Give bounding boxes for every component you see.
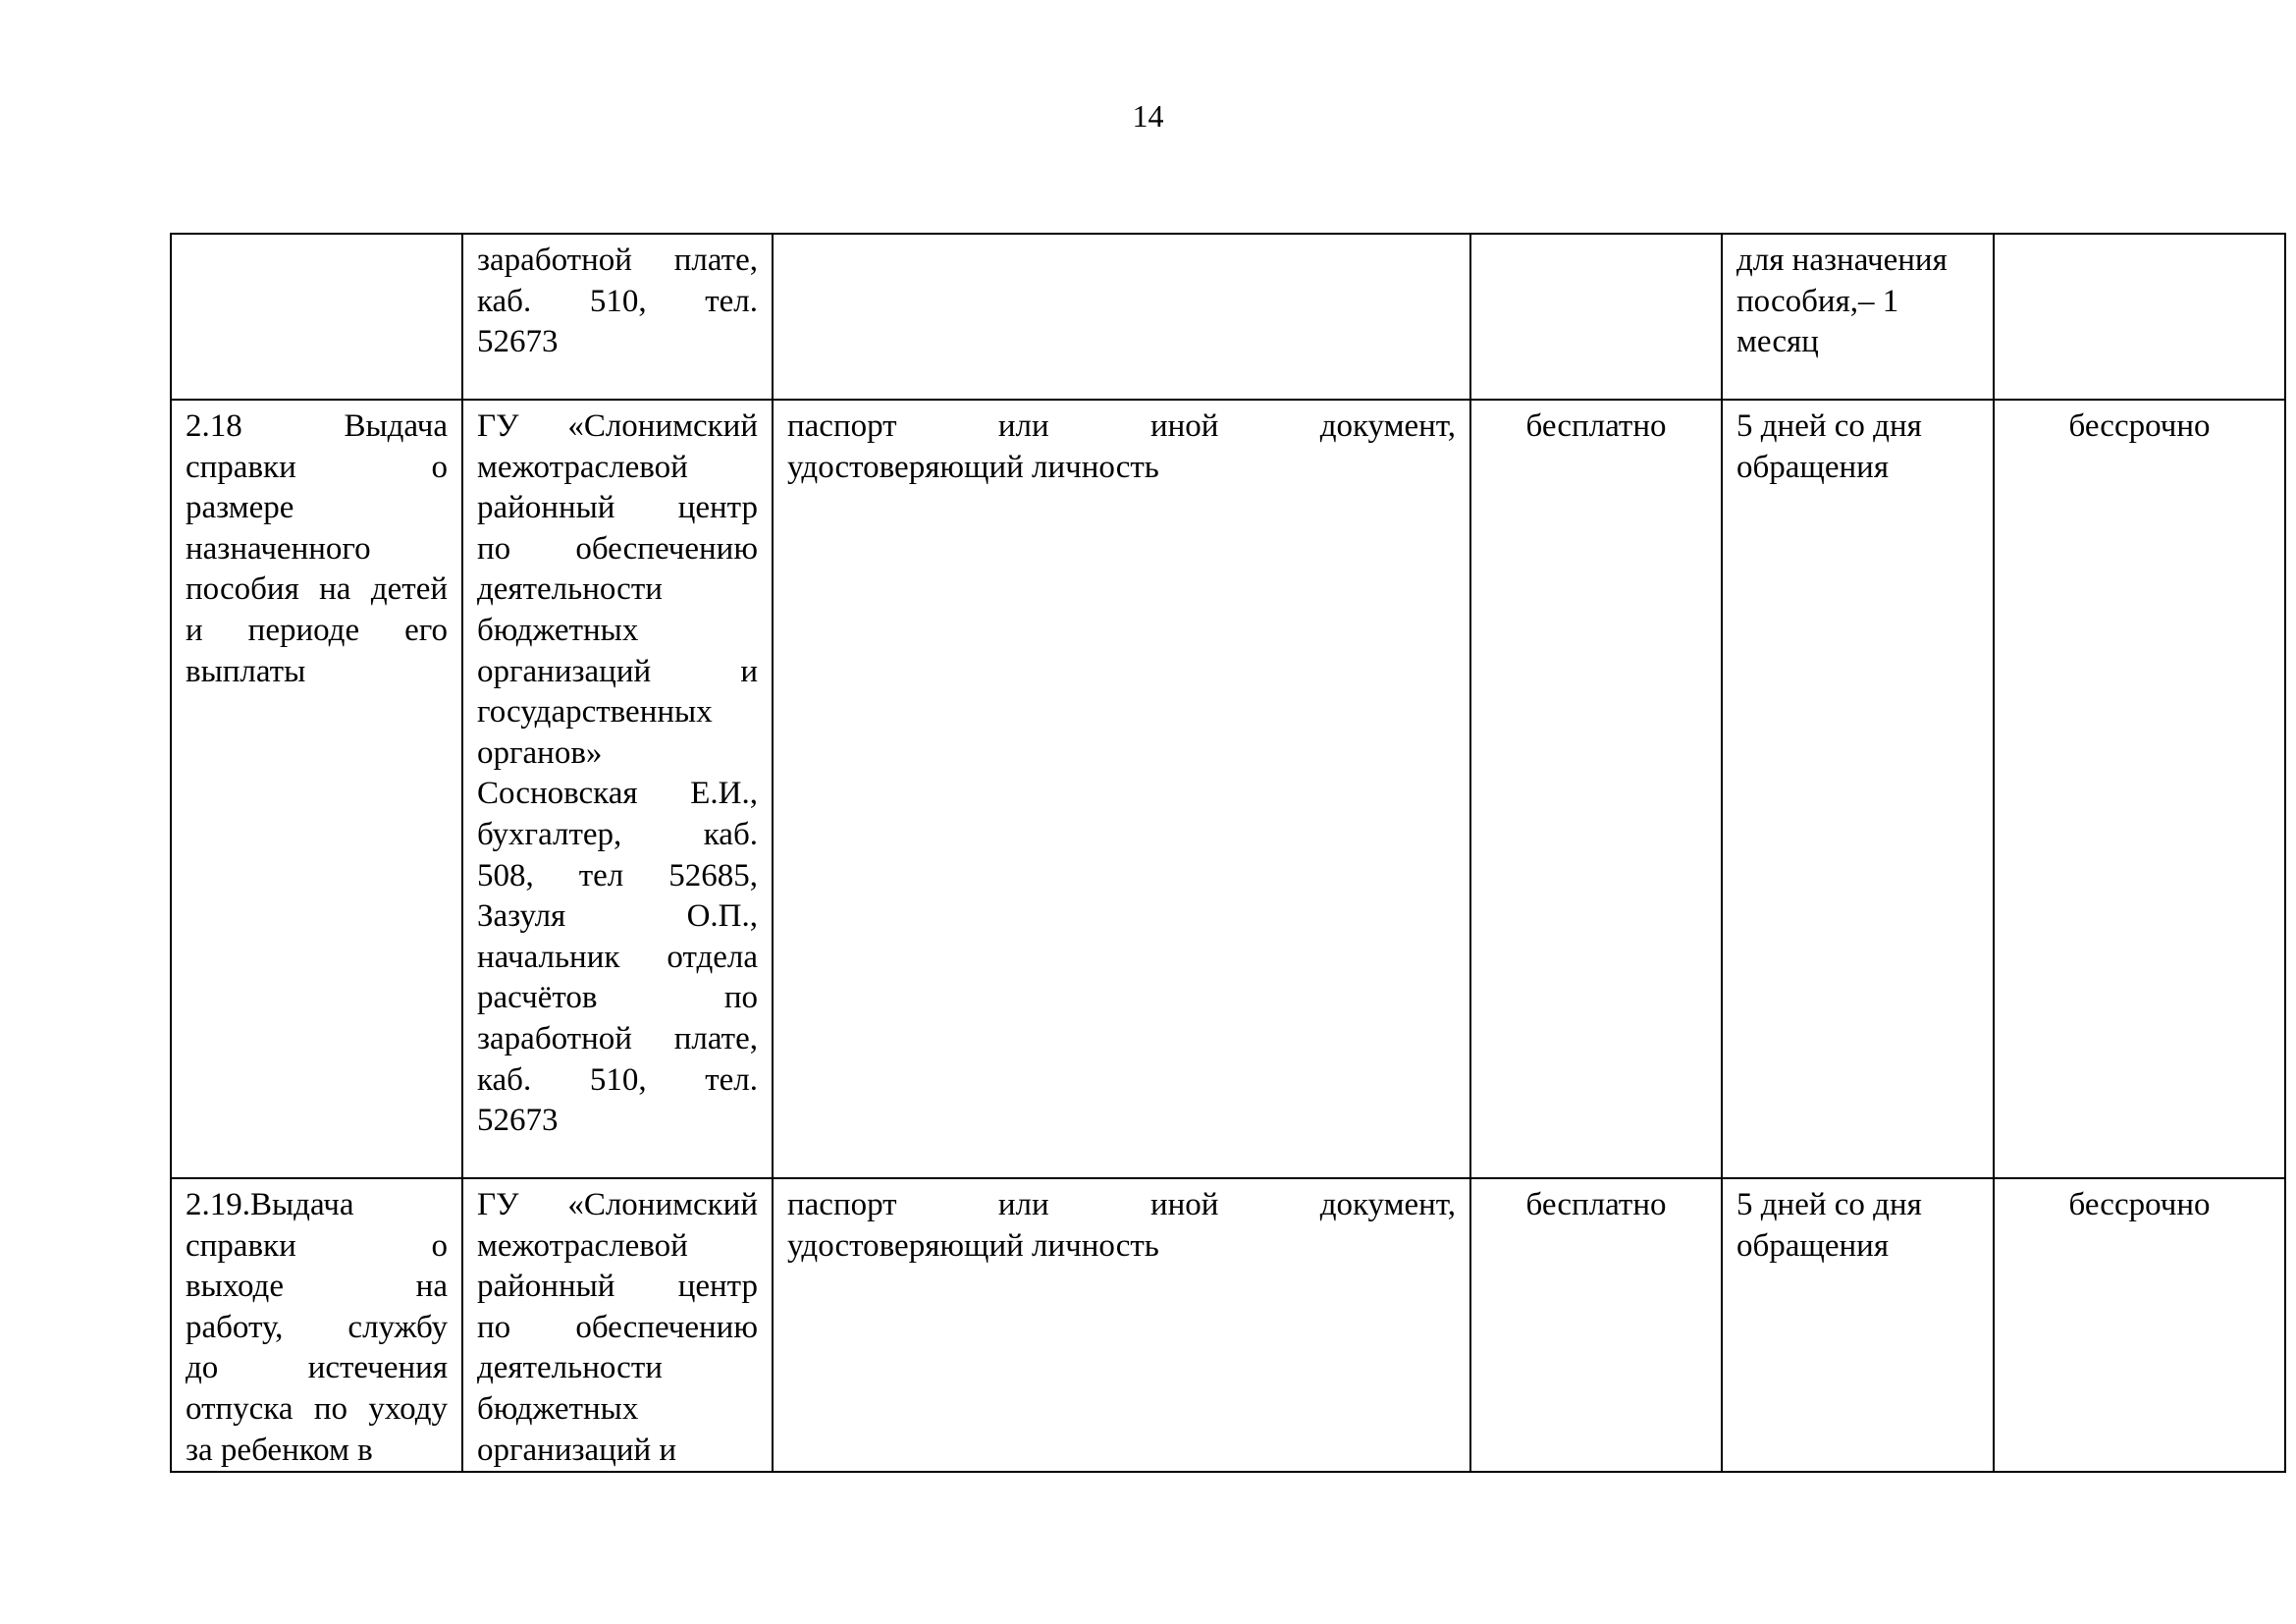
table-row: [171, 400, 2285, 1178]
responsible-cell: [462, 234, 773, 400]
cell-line: 5 дней со дня: [1736, 408, 1922, 444]
cell-line: 5 дней со дня: [1736, 1187, 1922, 1222]
cell-line: ГУ «Слонимский: [477, 408, 758, 444]
term-cell: [1722, 1178, 1994, 1472]
cell-line: удостоверяющий личность: [787, 449, 1159, 485]
cell-line: каб. 510, тел.: [477, 283, 758, 319]
cell-line: назначенного: [186, 530, 371, 567]
cell-line: до истечения: [186, 1350, 448, 1386]
cell-line: справки о: [186, 449, 448, 485]
procedure-cell: [171, 400, 462, 1178]
cell-line: пособия,– 1: [1736, 283, 1899, 319]
table-row: [171, 1178, 2285, 1472]
cell-line: расчётов по: [477, 980, 758, 1016]
cell-line: начальник отдела: [477, 939, 758, 975]
cell-line: органов»: [477, 734, 603, 771]
validity-cell: бессрочно: [1994, 1178, 2285, 1472]
cell-line: месяц: [1736, 324, 1819, 360]
cell-line: заработной плате,: [477, 243, 758, 278]
cell-line: Сосновская Е.И.,: [477, 776, 758, 812]
cell-line: заработной плате,: [477, 1020, 758, 1056]
cell-line: работу, службу: [186, 1309, 448, 1345]
procedures-table: [170, 233, 2286, 1473]
cell-line: выплаты: [186, 653, 306, 689]
cell-line: деятельности: [477, 571, 663, 608]
fee-cell: [1470, 234, 1722, 400]
cell-line: бухгалтер, каб.: [477, 816, 758, 852]
cell-line: по обеспечению: [477, 530, 758, 567]
cell-line: справки о: [186, 1227, 448, 1264]
page-number: 14: [1132, 98, 1164, 134]
cell-line: 52673: [477, 324, 559, 360]
cell-line: 52673: [477, 1103, 559, 1139]
cell-line: удостоверяющий личность: [787, 1227, 1159, 1264]
term-cell: [1722, 234, 1994, 400]
cell-line: для назначения: [1736, 243, 1948, 278]
cell-line: организаций и: [477, 1432, 677, 1468]
cell-line: за ребенком в: [186, 1432, 373, 1468]
cell-line: бюджетных: [477, 612, 639, 648]
cell-line: 2.19.Выдача: [186, 1187, 354, 1222]
cell-line: бюджетных: [477, 1390, 639, 1427]
cell-line: обращения: [1736, 1227, 1889, 1264]
term-cell: [1722, 400, 1994, 1178]
validity-cell: бессрочно: [1994, 400, 2285, 1178]
cell-line: государственных: [477, 694, 713, 731]
documents-cell: [773, 1178, 1470, 1472]
cell-line: пособия на детей: [186, 571, 448, 608]
cell-line: районный центр: [477, 1269, 758, 1305]
cell-line: 2.18 Выдача: [186, 408, 448, 444]
procedure-cell: [171, 1178, 462, 1472]
validity-cell: [1994, 234, 2285, 400]
cell-line: паспорт или иной документ,: [787, 408, 1456, 444]
cell-line: размере: [186, 490, 294, 526]
table-row: [171, 234, 2285, 400]
cell-line: межотраслевой: [477, 449, 688, 485]
cell-line: 508, тел 52685,: [477, 857, 758, 893]
cell-line: ГУ «Слонимский: [477, 1187, 758, 1222]
documents-cell: [773, 400, 1470, 1178]
cell-line: отпуска по уходу: [186, 1390, 448, 1427]
cell-line: деятельности: [477, 1350, 663, 1386]
cell-line: обращения: [1736, 449, 1889, 485]
documents-cell: [773, 234, 1470, 400]
fee-cell: бесплатно: [1470, 400, 1722, 1178]
cell-line: выходе на: [186, 1269, 448, 1305]
cell-line: межотраслевой: [477, 1227, 688, 1264]
cell-line: организаций и: [477, 653, 758, 689]
procedure-cell: [171, 234, 462, 400]
cell-line: паспорт или иной документ,: [787, 1187, 1456, 1222]
cell-line: и периоде его: [186, 612, 448, 648]
responsible-cell: [462, 1178, 773, 1472]
responsible-cell: [462, 400, 773, 1178]
fee-cell: бесплатно: [1470, 1178, 1722, 1472]
cell-line: по обеспечению: [477, 1309, 758, 1345]
cell-line: районный центр: [477, 490, 758, 526]
cell-line: каб. 510, тел.: [477, 1061, 758, 1098]
cell-line: Зазуля О.П.,: [477, 898, 758, 935]
